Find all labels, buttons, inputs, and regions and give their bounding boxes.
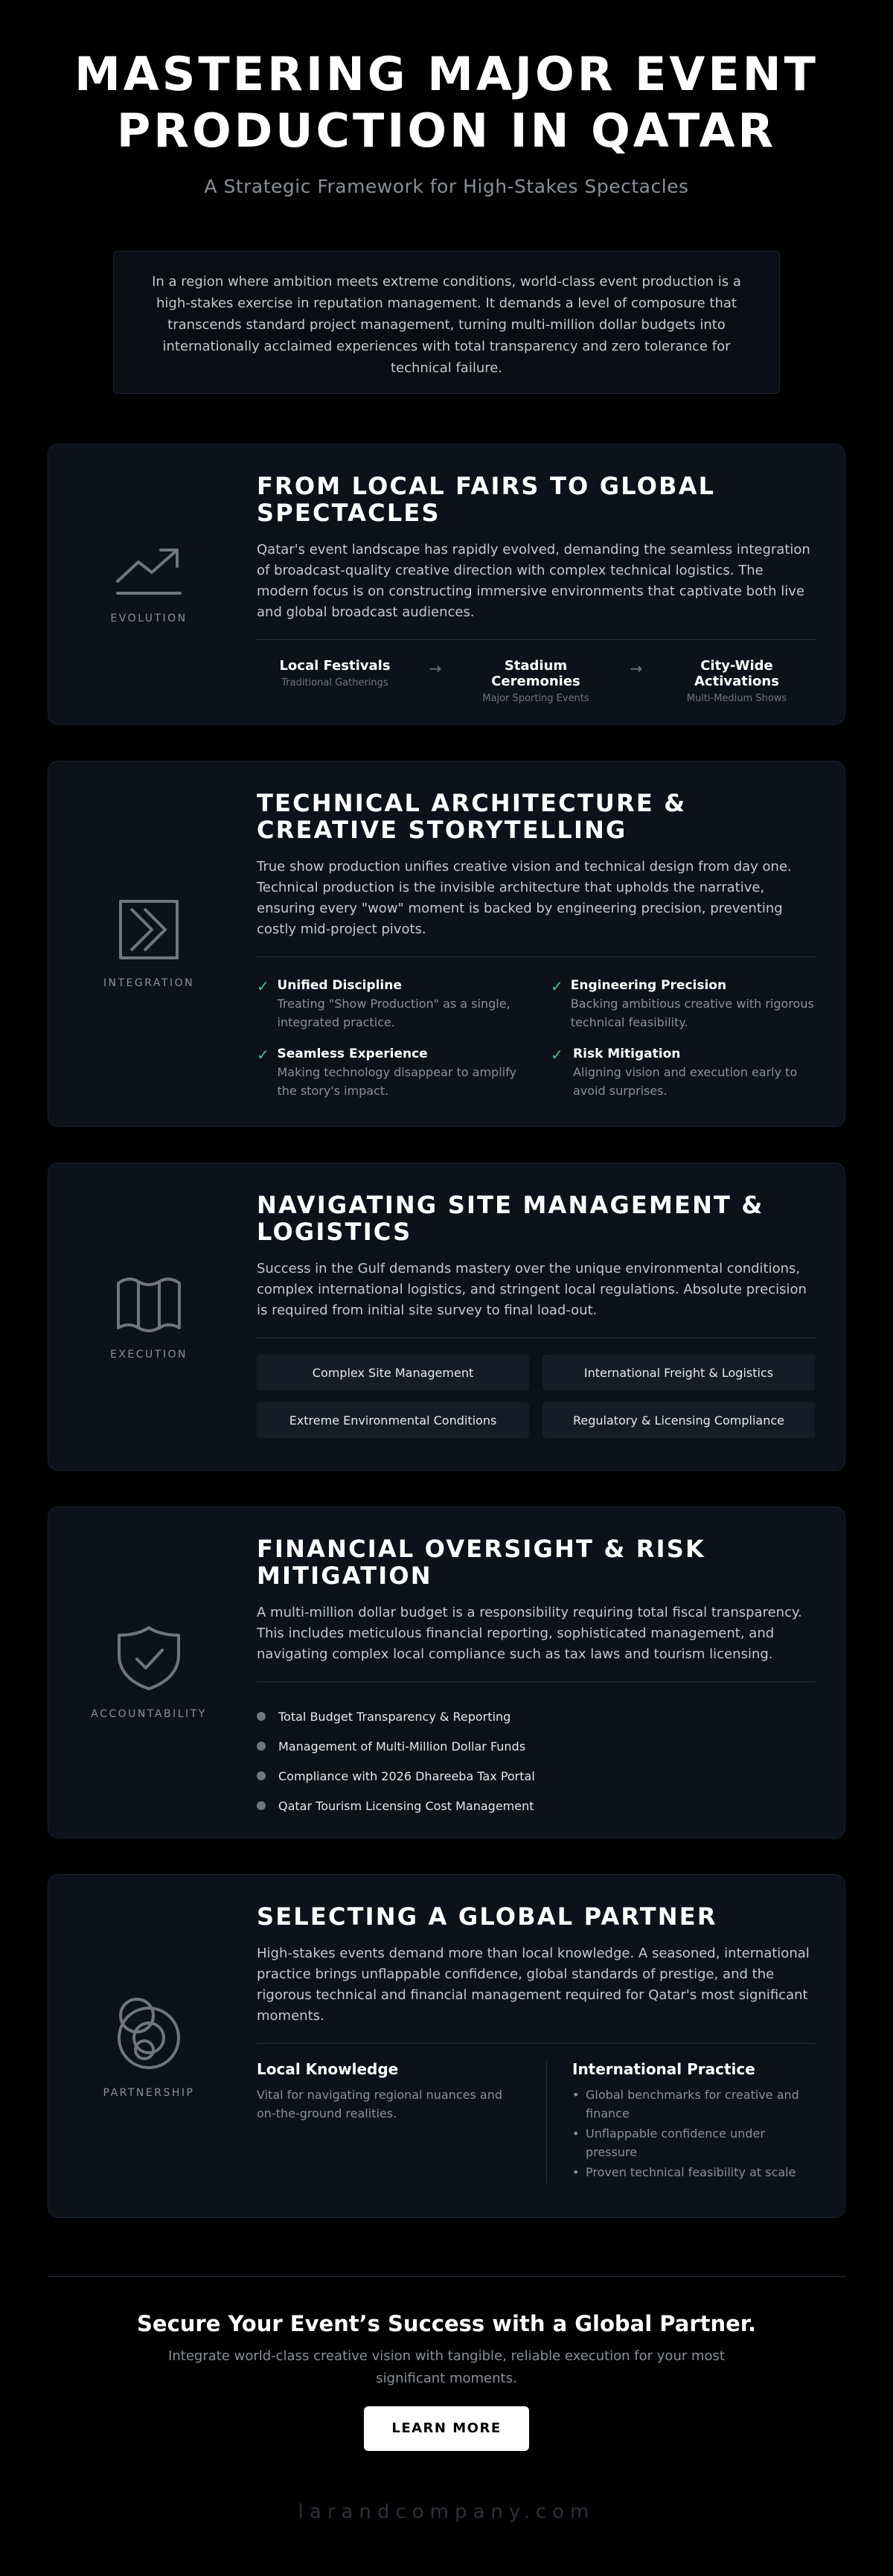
check-item-title: Seamless Experience bbox=[277, 1046, 428, 1061]
divider bbox=[257, 956, 815, 957]
bullet-text: Total Budget Transparency & Reporting bbox=[278, 1709, 511, 1724]
bullet-item bbox=[257, 1761, 815, 1791]
section-tag: ACCOUNTABILITY bbox=[91, 1708, 207, 1720]
check-icon: ✓ bbox=[551, 1046, 563, 1064]
timeline-step-title: Stadium Ceremonies bbox=[491, 658, 580, 689]
learn-more-button[interactable]: LEARN MORE bbox=[364, 2406, 529, 2451]
arrow-right-icon: → bbox=[429, 659, 442, 677]
section-side bbox=[48, 1875, 249, 2217]
section-title: SELECTING A GLOBAL PARTNER bbox=[257, 1902, 717, 1931]
bullet-dot-icon bbox=[257, 1742, 266, 1751]
section-side bbox=[48, 761, 249, 1126]
section-description: A multi-million dollar budget is a responsibility requiring total fiscal transparency. This includes meticulous financial reporting, sophisticated management, and navigating complex local compliance such as tax laws and tourism licensing. bbox=[257, 1605, 802, 1662]
section-tag: INTEGRATION bbox=[103, 977, 195, 989]
list-item: • Unflappable confidence under pressure bbox=[572, 2124, 815, 2161]
section-title: NAVIGATING SITE MANAGEMENT & LOGISTICS bbox=[257, 1191, 764, 1246]
hero bbox=[0, 0, 893, 197]
international-practice-column bbox=[547, 2060, 815, 2183]
timeline bbox=[257, 658, 815, 704]
trend-up-icon bbox=[115, 544, 183, 596]
capability-tile: Regulatory & Licensing Compliance bbox=[542, 1402, 815, 1438]
timeline-step bbox=[257, 658, 413, 688]
bullet-text: Management of Multi-Million Dollar Funds bbox=[278, 1739, 526, 1754]
bullet-text: Compliance with 2026 Dhareeba Tax Portal bbox=[278, 1768, 535, 1783]
section-execution bbox=[48, 1163, 845, 1471]
map-icon bbox=[115, 1273, 182, 1332]
section-accountability bbox=[48, 1506, 845, 1838]
check-item-description: Treating "Show Production" as a single, integrated practice. bbox=[277, 997, 510, 1029]
section-tag: PARTNERSHIP bbox=[103, 2087, 195, 2099]
timeline-step-title: City-Wide Activations bbox=[694, 658, 779, 689]
local-knowledge-column bbox=[257, 2060, 547, 2183]
section-title: TECHNICAL ARCHITECTURE & CREATIVE STORYTELLING bbox=[257, 789, 687, 844]
check-item-title: Risk Mitigation bbox=[573, 1046, 681, 1061]
check-item-description: Aligning vision and execution early to avoid surprises. bbox=[573, 1065, 798, 1098]
check-item-title: Engineering Precision bbox=[570, 978, 727, 993]
section-evolution bbox=[48, 444, 845, 725]
capability-tile: Extreme Environmental Conditions bbox=[257, 1402, 529, 1438]
section-description: Qatar's event landscape has rapidly evolved, demanding the seamless integration of broadcast-quality creative direction with complex technical logistics. The modern focus is on constructing immersive environments that captivate both live and global broadcast audiences. bbox=[257, 542, 810, 620]
capability-tile: Complex Site Management bbox=[257, 1355, 529, 1390]
page-subtitle: A Strategic Framework for High-Stakes Spectacles bbox=[204, 176, 689, 197]
cta-title: Secure Your Event’s Success with a Global Partner. bbox=[137, 2311, 756, 2336]
column-description: Vital for navigating regional nuances and on-the-ground realities. bbox=[257, 2088, 502, 2120]
section-description: High-stakes events demand more than local knowledge. A seasoned, international practice brings unflappable confidence, global standards of prestige, and the rigorous technical and financial management required for Qatar's most significant moments. bbox=[257, 1946, 810, 2024]
arrow-right-icon: → bbox=[630, 659, 643, 677]
section-tag: EXECUTION bbox=[110, 1349, 188, 1361]
check-icon: ✓ bbox=[257, 977, 269, 995]
check-icon: ✓ bbox=[551, 977, 563, 995]
footer-divider bbox=[48, 2276, 845, 2277]
check-item bbox=[551, 1046, 815, 1100]
bullet-item bbox=[257, 1701, 815, 1731]
divider bbox=[257, 639, 815, 640]
timeline-step bbox=[659, 658, 815, 704]
divider bbox=[257, 1337, 815, 1338]
interlocked-rings-icon bbox=[115, 1993, 183, 2071]
section-tag: EVOLUTION bbox=[110, 613, 188, 624]
check-item-description: Backing ambitious creative with rigorous technical feasibility. bbox=[570, 997, 814, 1029]
column-title: Local Knowledge bbox=[257, 2060, 399, 2078]
comparison-columns bbox=[257, 2060, 815, 2183]
check-icon: ✓ bbox=[257, 1046, 269, 1064]
section-side bbox=[48, 1163, 249, 1470]
divider bbox=[257, 2043, 815, 2044]
section-description: Success in the Gulf demands mastery over the unique environmental conditions, complex international logistics, and stringent local regulations. Absolute precision is required from initial site survey to final load-out. bbox=[257, 1261, 807, 1318]
timeline-step-subtitle: Traditional Gatherings bbox=[281, 677, 388, 688]
timeline-step-subtitle: Multi-Medium Shows bbox=[686, 693, 787, 704]
feature-checklist bbox=[257, 978, 815, 1100]
brand-wordmark: larandcompany.com bbox=[298, 2501, 595, 2523]
section-integration bbox=[48, 761, 845, 1127]
list-item: • Global benchmarks for creative and finance bbox=[572, 2086, 815, 2123]
timeline-step-title: Local Festivals bbox=[279, 658, 391, 674]
section-title: FINANCIAL OVERSIGHT & RISK MITIGATION bbox=[257, 1535, 705, 1590]
section-side bbox=[48, 1507, 249, 1838]
capability-tile: International Freight & Logistics bbox=[542, 1355, 815, 1390]
section-side bbox=[48, 444, 249, 724]
column-title: International Practice bbox=[572, 2060, 755, 2078]
bullet-dot-icon bbox=[257, 1801, 266, 1810]
check-item bbox=[551, 978, 815, 1032]
bullet-dot-icon bbox=[257, 1771, 266, 1780]
cta-text: Integrate world-class creative vision with tangible, reliable execution for your most significant moments. bbox=[168, 2348, 725, 2386]
check-item bbox=[257, 978, 521, 1032]
bullet-text: Qatar Tourism Licensing Cost Management bbox=[278, 1798, 534, 1813]
shield-check-icon bbox=[116, 1625, 182, 1692]
check-item bbox=[257, 1046, 521, 1100]
timeline-step-subtitle: Major Sporting Events bbox=[482, 693, 589, 704]
bullet-item bbox=[257, 1731, 815, 1761]
call-to-action bbox=[0, 2311, 893, 2451]
intro-box: In a region where ambition meets extreme conditions, world-class event production is a high-stakes exercise in reputation management. It demands a level of composure that transcends standard project management, turning multi-million dollar budgets into internationally acclaimed experiences with total transparency and zero tolerance for technical failure. bbox=[113, 251, 780, 394]
timeline-step bbox=[458, 658, 614, 704]
capability-tiles bbox=[257, 1355, 815, 1438]
section-partnership bbox=[48, 1874, 845, 2218]
divider bbox=[257, 1681, 815, 1682]
check-item-title: Unified Discipline bbox=[277, 978, 402, 993]
column-list bbox=[572, 2086, 815, 2182]
chevron-right-box-icon bbox=[118, 898, 180, 961]
bullet-list bbox=[257, 1701, 815, 1821]
section-title: FROM LOCAL FAIRS TO GLOBAL SPECTACLES bbox=[257, 472, 716, 527]
list-item: • Proven technical feasibility at scale bbox=[572, 2163, 815, 2182]
page-title: MASTERING MAJOR EVENT PRODUCTION IN QATAR bbox=[74, 47, 819, 158]
bullet-item bbox=[257, 1791, 815, 1821]
check-item-description: Making technology disappear to amplify the story's impact. bbox=[277, 1065, 516, 1098]
section-description: True show production unifies creative vision and technical design from day one. Technical production is the invisible architecture that upholds the narrative, ensuring every "wow" moment is backed by engineering precision, preventing costly mid-project pivots. bbox=[257, 859, 792, 937]
bullet-dot-icon bbox=[257, 1712, 266, 1721]
